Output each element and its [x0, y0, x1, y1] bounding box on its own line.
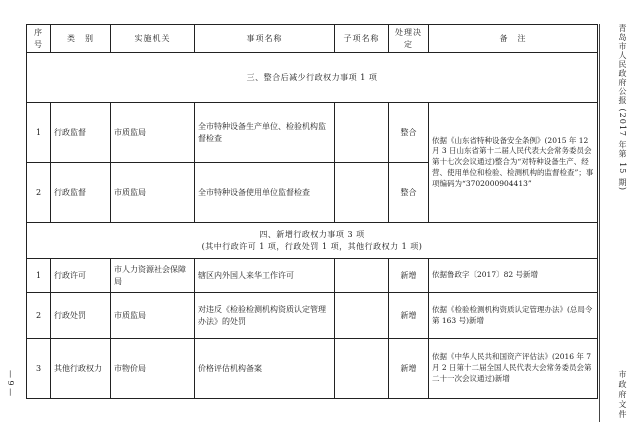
row-name: 全市特种设备生产单位、检验机构监督检查 — [195, 103, 335, 163]
row-no: 3 — [27, 339, 51, 399]
row-decision: 新增 — [389, 259, 429, 293]
row-decision: 新增 — [389, 339, 429, 399]
table-row — [27, 293, 598, 339]
row-category: 行政监督 — [51, 103, 111, 163]
row-agency: 市质监局 — [111, 103, 195, 163]
row-category: 其他行政权力 — [51, 339, 111, 399]
row-sub — [335, 163, 389, 223]
gazette-header: 青岛市人民政府公报 (2017 年第 15 期) — [618, 24, 627, 191]
section-title-row — [27, 223, 598, 259]
row-note: 依据《检验检测机构资质认定管理办法》(总局令第 163 号)新增 — [429, 293, 598, 339]
col-header-category: 类 别 — [51, 25, 111, 53]
section3-title: 三、整合后减少行政权力事项 1 项 — [27, 53, 598, 103]
row-decision: 新增 — [389, 293, 429, 339]
row-category: 行政监督 — [51, 163, 111, 223]
row-no: 1 — [27, 259, 51, 293]
table-row — [27, 259, 598, 293]
power-items-table — [26, 24, 598, 399]
table-row — [27, 103, 598, 163]
section4-subtitle: (其中行政许可 1 项，行政处罚 1 项，其他行政权力 1 项) — [201, 241, 423, 251]
section-label: 市政府文件 — [618, 370, 627, 420]
section-title-row — [27, 53, 598, 103]
row-name: 辖区内外国人来华工作许可 — [195, 259, 335, 293]
section4-title-cell — [27, 223, 598, 259]
col-header-sub: 子项名称 — [335, 25, 389, 53]
row-no: 2 — [27, 163, 51, 223]
margin-divider — [599, 24, 600, 422]
row-decision: 整合 — [389, 103, 429, 163]
row-sub — [335, 293, 389, 339]
row-note-merged: 依据《山东省特种设备安全条例》(2015 年 12 月 3 日山东省第十二届人民代表大会常务委员会第十七次会议通过)整合为“对特种设备生产、经营、使用单位和检验、检测机构的监督检查”；事项编码为“3702000904413” — [429, 103, 598, 223]
col-header-agency: 实施机关 — [111, 25, 195, 53]
col-header-name: 事项名称 — [195, 25, 335, 53]
table-header-row — [27, 25, 598, 53]
row-category: 行政许可 — [51, 259, 111, 293]
row-sub — [335, 339, 389, 399]
row-agency: 市物价局 — [111, 339, 195, 399]
section4-title: 四、新增行政权力事项 3 项 — [259, 230, 365, 240]
row-agency: 市质监局 — [111, 163, 195, 223]
row-note: 依据《中华人民共和国资产评估法》(2016 年 7 月 2 日第十二届全国人民代表大会常务委员会第二十一次会议通过)新增 — [429, 339, 598, 399]
row-sub — [335, 103, 389, 163]
col-header-no: 序号 — [27, 25, 51, 53]
page-number: — 9 — — [6, 370, 15, 397]
row-agency: 市质监局 — [111, 293, 195, 339]
row-note: 依据鲁政字〔2017〕82 号新增 — [429, 259, 598, 293]
row-name: 价格评估机构备案 — [195, 339, 335, 399]
col-header-note: 备 注 — [429, 25, 598, 53]
row-no: 1 — [27, 103, 51, 163]
row-no: 2 — [27, 293, 51, 339]
row-category: 行政处罚 — [51, 293, 111, 339]
row-name: 全市特种设备使用单位监督检查 — [195, 163, 335, 223]
row-agency: 市人力资源社会保障局 — [111, 259, 195, 293]
table-row — [27, 339, 598, 399]
row-name: 对违反《检验检测机构资质认定管理办法》的处罚 — [195, 293, 335, 339]
col-header-decision: 处理决定 — [389, 25, 429, 53]
row-decision: 整合 — [389, 163, 429, 223]
row-sub — [335, 259, 389, 293]
